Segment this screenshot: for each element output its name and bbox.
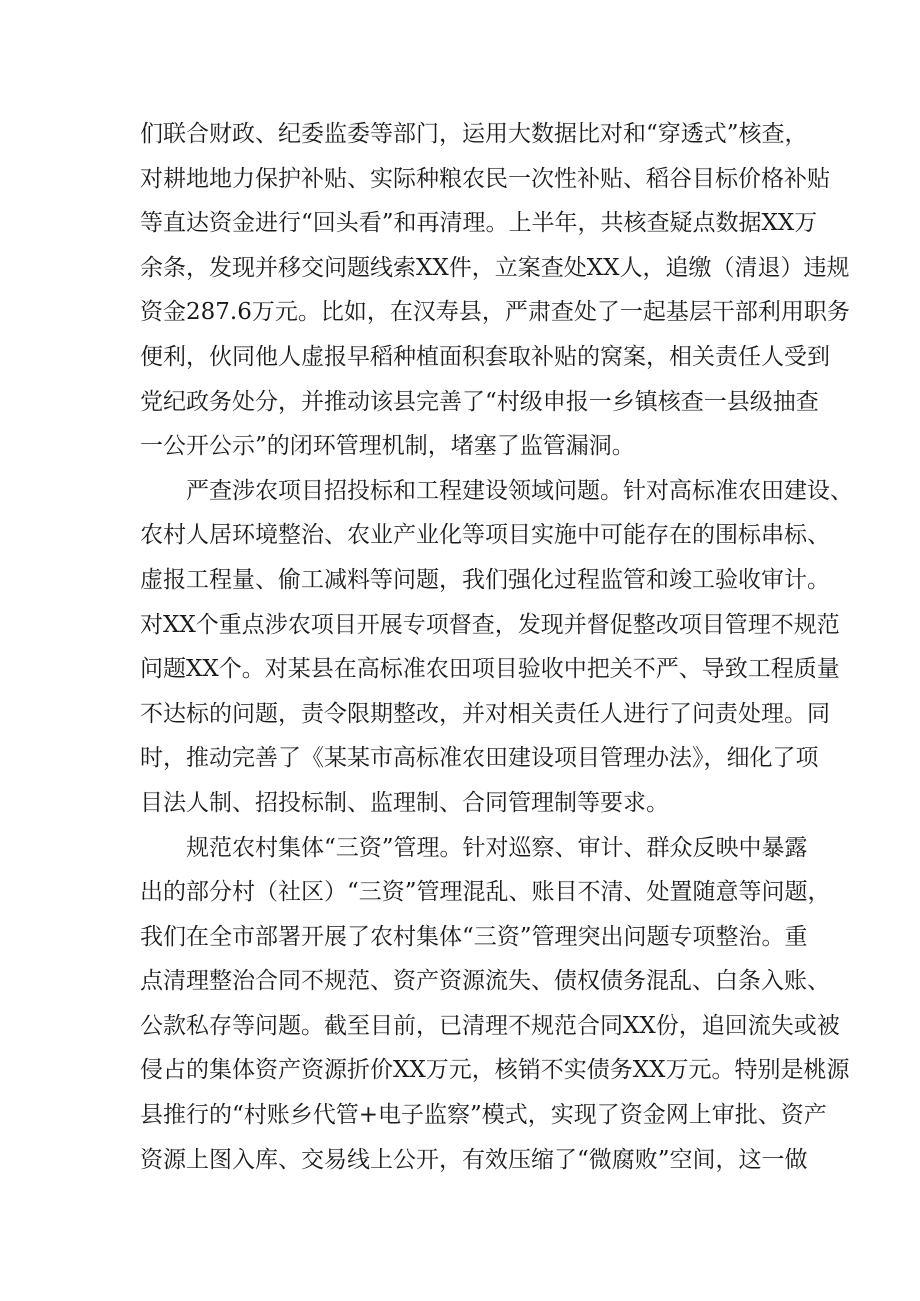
paragraph-1 bbox=[140, 112, 850, 469]
text-line: 目法人制、招投标制、监理制、合同管理制等要求。 bbox=[140, 789, 669, 816]
text-line: 点清理整治合同不规范、资产资源流失、债权债务混乱、白条入账、 bbox=[140, 968, 830, 995]
text-line: 对耕地地力保护补贴、实际种粮农民一次性补贴、稻谷目标价格补贴 bbox=[140, 165, 830, 192]
text-line: 我们在全市部署开展了农村集体“三资”管理突出问题专项整治。重 bbox=[140, 923, 808, 950]
text-line: 等直达资金进行“回头看”和再清理。上半年，共核查疑点数据XX万 bbox=[140, 210, 818, 237]
paragraph-2 bbox=[140, 469, 853, 826]
text-line: 资金287.6万元。比如，在汉寿县，严肃查处了一起基层干部利用职务 bbox=[140, 299, 850, 326]
text-line: 严查涉农项目招投标和工程建设领域问题。针对高标准农田建设、 bbox=[186, 477, 853, 504]
text-line: 侵占的集体资产资源折价XX万元，核销不实债务XX万元。特别是桃源 bbox=[140, 1057, 850, 1084]
text-line: 不达标的问题，责令限期整改，并对相关责任人进行了问责处理。同 bbox=[140, 700, 830, 727]
text-line: 们联合财政、纪委监委等部门，运用大数据比对和“穿透式”核查， bbox=[140, 121, 808, 147]
text-line: 余条，发现并移交问题线索XX件，立案查处XX人，追缴（清退）违规 bbox=[140, 254, 850, 281]
text-line: 对XX个重点涉农项目开展专项督查，发现并督促整改项目管理不规范 bbox=[140, 611, 840, 638]
text-line: 党纪政务处分，并推动该县完善了“村级申报一乡镇核查一县级抽查 bbox=[140, 388, 819, 415]
document-body bbox=[140, 112, 853, 1182]
text-line: 规范农村集体“三资”管理。针对巡察、审计、群众反映中暴露 bbox=[186, 834, 808, 861]
text-line: 便利，伙同他人虚报早稻种植面积套取补贴的窝案，相关责任人受到 bbox=[140, 343, 830, 370]
text-line: 公款私存等问题。截至目前，已清理不规范合同XX份，追回流失或被 bbox=[140, 1012, 840, 1039]
text-line: 出的部分村（社区）“三资”管理混乱、账目不清、处置随意等问题， bbox=[140, 879, 831, 906]
paragraph-3 bbox=[140, 826, 850, 1183]
text-line: 农村人居环境整治、农业产业化等项目实施中可能存在的围标串标、 bbox=[140, 522, 830, 549]
text-line: 资源上图入库、交易线上公开，有效压缩了“微腐败”空间，这一做 bbox=[140, 1146, 808, 1173]
text-line: 问题XX个。对某县在高标准农田项目验收中把关不严、导致工程质量 bbox=[140, 656, 840, 683]
text-line: 时，推动完善了《某某市高标准农田建设项目管理办法》，细化了项 bbox=[140, 745, 819, 772]
text-line: 虚报工程量、偷工减料等问题，我们强化过程监管和竣工验收审计。 bbox=[140, 566, 830, 593]
text-line: 一公开公示”的闭环管理机制，堵塞了监管漏洞。 bbox=[140, 433, 635, 460]
text-line: 县推行的“村账乡代管+电子监察”模式，实现了资金网上审批、资产 bbox=[140, 1102, 827, 1129]
